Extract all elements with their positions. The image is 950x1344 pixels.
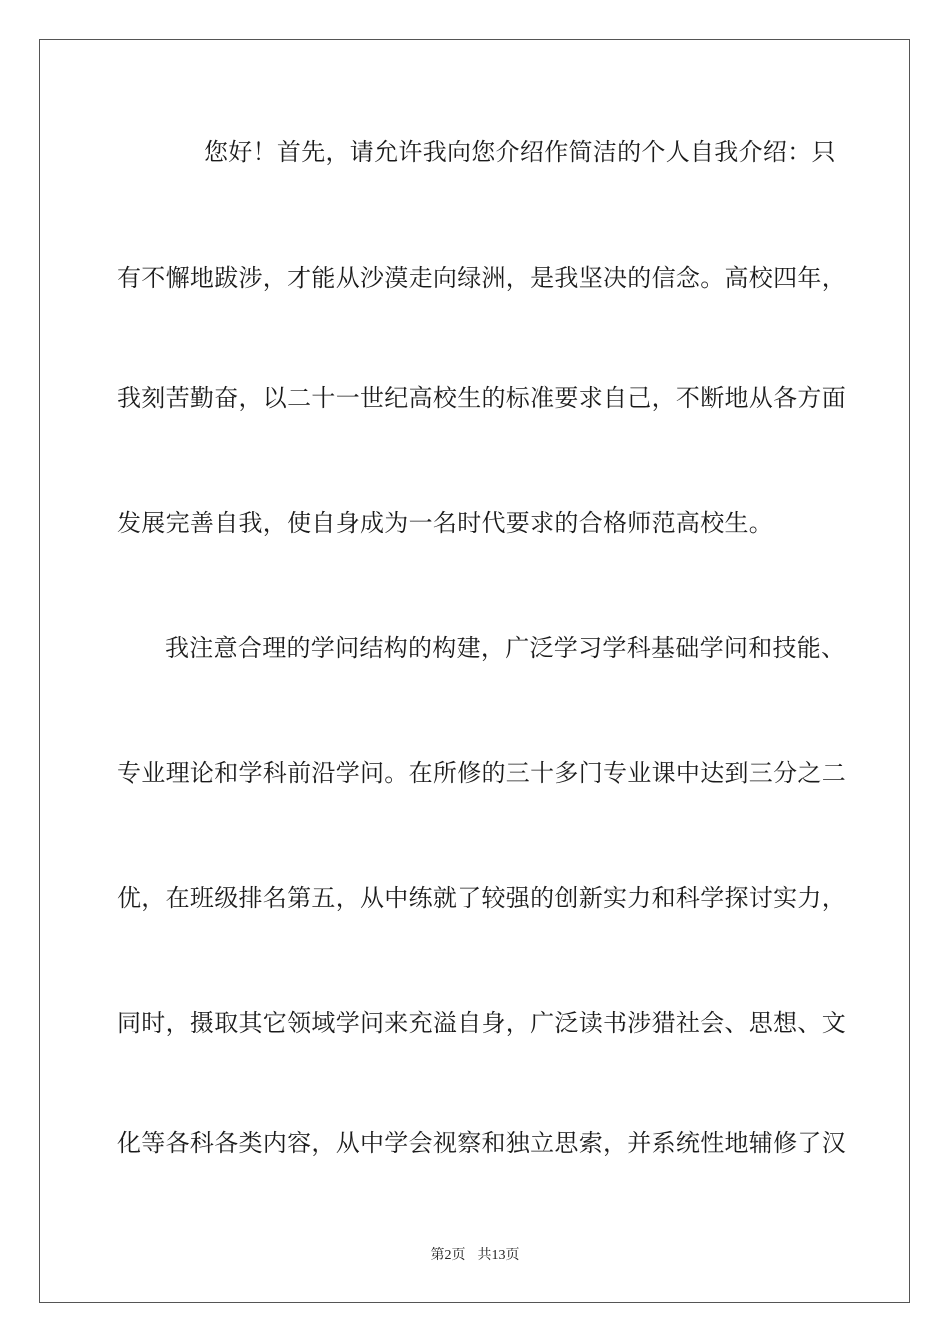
page-total: 共13页 [477, 1248, 520, 1263]
paragraph-1-line-2: 有不懈地跋涉，才能从沙漠走向绿洲，是我坚决的信念。高校四年， [117, 264, 846, 292]
paragraph-1-line-3: 我刻苦勤奋，以二十一世纪高校生的标准要求自己，不断地从各方面 [117, 384, 846, 412]
paragraph-2-line-5: 化等各科各类内容，从中学会视察和独立思索，并系统性地辅修了汉 [117, 1129, 846, 1157]
paragraph-2-line-1: 我注意合理的学问结构的构建，广泛学习学科基础学问和技能、 [165, 634, 846, 662]
paragraph-1-line-4: 发展完善自我，使自身成为一名时代要求的合格师范高校生。 [117, 509, 774, 537]
page-footer [0, 1244, 950, 1264]
page-number: 第2页 [430, 1248, 466, 1263]
page-frame [39, 39, 910, 1303]
paragraph-2-line-3: 优，在班级排名第五，从中练就了较强的创新实力和科学探讨实力， [117, 884, 846, 912]
paragraph-2-line-4: 同时，摄取其它领域学问来充溢自身，广泛读书涉猎社会、思想、文 [117, 1009, 846, 1037]
paragraph-1-line-1: 您好！首先，请允许我向您介绍作简洁的个人自我介绍：只 [204, 138, 836, 166]
paragraph-2-line-2: 专业理论和学科前沿学问。在所修的三十多门专业课中达到三分之二 [117, 759, 846, 787]
